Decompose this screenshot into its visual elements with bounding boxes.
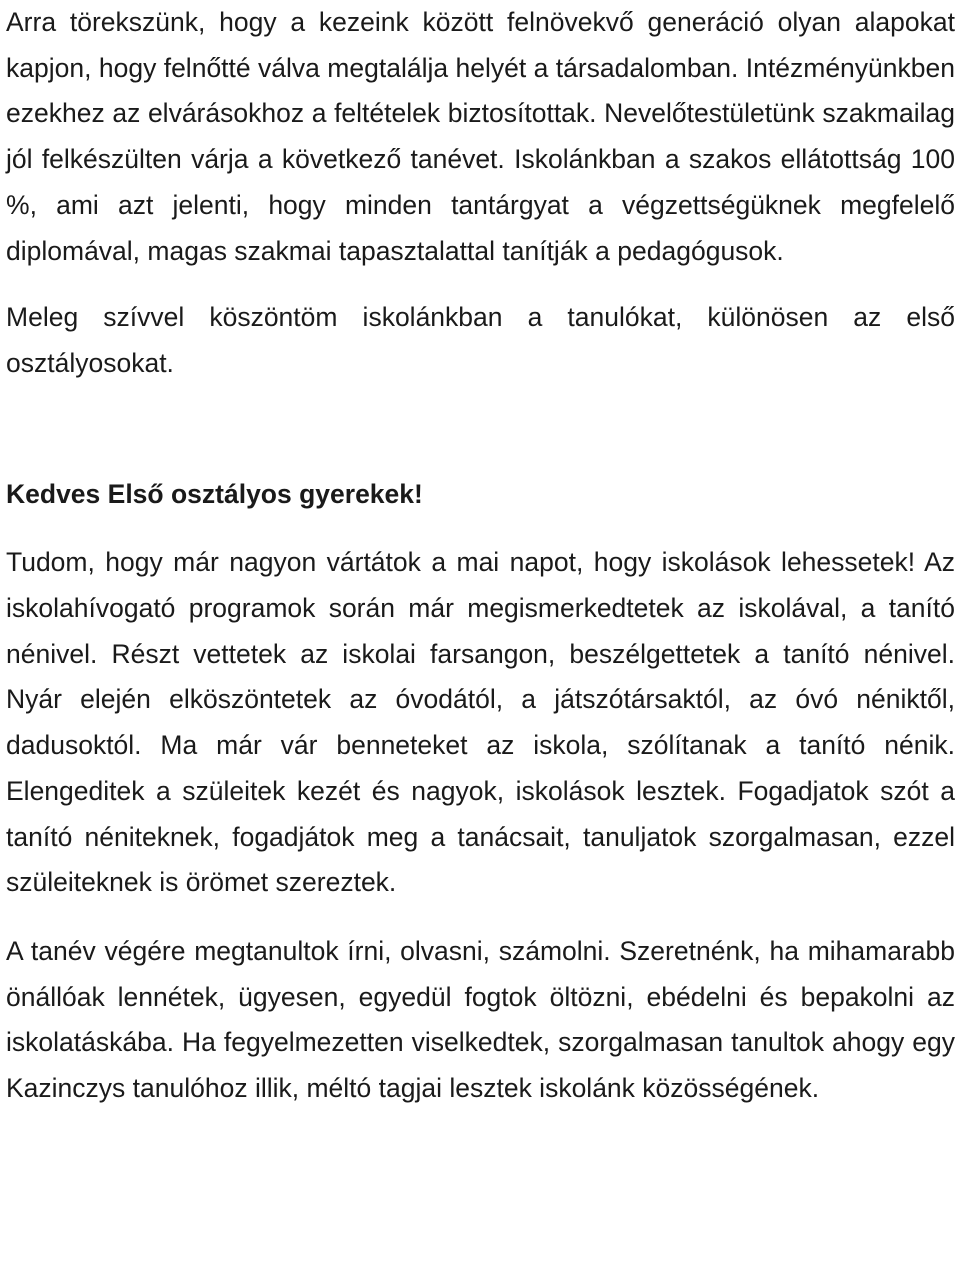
spacer: [6, 906, 955, 929]
first-graders-paragraph: Tudom, hogy már nagyon vártátok a mai napot, hogy iskolások lehessetek! Az iskolahívogató programok során már megismerkedtetek az iskolával, a tanító nénivel. Részt vettetek az iskolai farsangon, beszélgettetek a tanító nénivel. Nyár elején elköszöntetek az óvodától, a játszótársaktól, az óvó néniktől, dadusoktól. Ma már vár benneteket az iskola, szólítanak a tanító nénik. Elengeditek a szüleitek kezét és nagyok, iskolások lesztek. Fogadjatok szót a tanító néniteknek, fogadjátok meg a tanácsait, tanuljatok szorgalmasan, ezzel szüleiteknek is örömet szereztek.: [6, 547, 955, 898]
spacer: [6, 517, 955, 540]
greeting-paragraph: Meleg szívvel köszöntöm iskolánkban a tanulókat, különösen az első osztályosokat.: [6, 302, 955, 378]
intro-paragraph: Arra törekszünk, hogy a kezeink között felnövekvő generáció olyan alapokat kapjon, hogy felnőtté válva megtalálja helyét a társadalomban. Intézményünkben ezekhez az elvárásokhoz a feltételek biztosítottak. Nevelőtestületünk szakmailag jól felkészülten várja a következő tanévet. Iskolánkban a szakos ellátottság 100 %, ami azt jelenti, hogy minden tantárgyat a végzettségüknek megfelelő diplomával, magas szakmai tapasztalattal tanítják a pedagógusok.: [6, 7, 955, 266]
document-page: [6, 0, 955, 1112]
spacer: [6, 387, 955, 472]
section-heading: Kedves Első osztályos gyerekek!: [6, 478, 423, 509]
spacer: [6, 274, 955, 295]
school-year-paragraph: A tanév végére megtanultok írni, olvasni, számolni. Szeretnénk, ha mihamarabb önállóak lennétek, ügyesen, egyedül fogtok öltözni, ebédelni és bepakolni az iskolatáskába. Ha fegyelmezetten viselkedtek, szorgalmasan tanultok ahogy egy Kazinczys tanulóhoz illik, méltó tagjai lesztek iskolánk közösségének.: [6, 935, 955, 1104]
